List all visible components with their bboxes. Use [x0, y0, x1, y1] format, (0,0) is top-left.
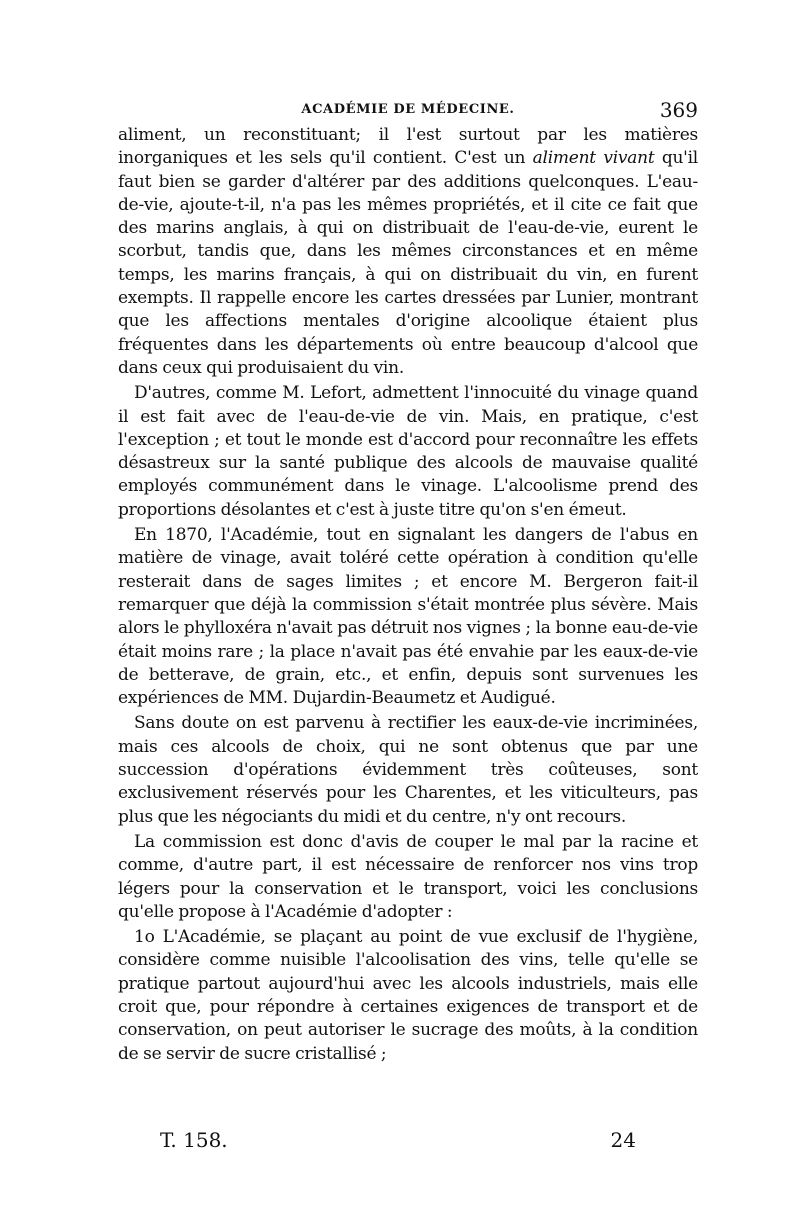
running-title: ACADÉMIE DE MÉDECINE. [301, 102, 515, 117]
paragraph-1-text-before: aliment, un reconstituant; il l'est surtout par les matières inorganiques et les sels qu'il contient. C'est un [118, 125, 698, 169]
body-text [118, 124, 698, 1066]
volume-mark: T. 158. [160, 1128, 228, 1152]
emphasis-aliment-vivant: aliment vivant [532, 148, 655, 169]
paragraph-6: 1o L'Académie, se plaçant au point de vue exclusif de l'hygiène, considère comme nuisible l'alcoolisation des vins, telle qu'elle se pratique partout aujourd'hui avec les alcools industriels, mais elle croit que, pour répondre à certaines exigences de transport et de conservation, on peut autoriser le sucrage des moûts, à la condition de se servir de sucre cristallisé ; [118, 927, 698, 1064]
footer [160, 1128, 660, 1158]
running-head [118, 96, 698, 126]
paragraph-5: La commission est donc d'avis de couper le mal par la racine et comme, d'autre part, il est nécessaire de renforcer nos vins trop légers pour la conservation et le transport, voici les conclusions qu'elle propose à l'Académie d'adopter : [118, 831, 698, 922]
paragraph-4: Sans doute on est parvenu à rectifier les eaux-de-vie incriminées, mais ces alcools de choix, qui ne sont obtenus que par une succession d'opérations évidemment très coûteuses, sont exclusivement réservés pour les Charentes, et les viticulteurs, pas plus que les négociants du midi et du centre, n'y ont recours. [118, 713, 698, 827]
paragraph-2: D'autres, comme M. Lefort, admettent l'innocuité du vinage quand il est fait avec de l'eau-de-vie de vin. Mais, en pratique, c'est l'exception ; et tout le monde est d'accord pour reconnaître les effets désastreux sur la santé publique des alcools de mauvaise qualité employés communément dans le vinage. L'alcoolisme prend des proportions désolantes et c'est à juste titre qu'on s'en émeut. [118, 383, 698, 520]
paragraph-1-text-after: qu'il faut bien se garder d'altérer par des additions quelconques. L'eau-de-vie, ajoute-t-il, n'a pas les mêmes propriétés, et il cite ce fait que des marins anglais, à qui on distribuait de l'eau-de-vie, eurent le scorbut, tandis que, dans les mêmes circonstances et en même temps, les marins français, à qui on distribuait du vin, en furent exempts. Il rappelle encore les cartes dressées par Lunier, montrant que les affections mentales d'origine alcoolique étaient plus fréquentes dans les départements où entre beaucoup d'alcool que dans ceux qui produisaient du vin. [118, 148, 698, 378]
paragraph-1 [118, 124, 698, 380]
paragraph-3: En 1870, l'Académie, tout en signalant les dangers de l'abus en matière de vinage, avait toléré cette opération à condition qu'elle resterait dans de sages limites ; et encore M. Bergeron fait-il remarquer que déjà la commission s'était montrée plus sévère. Mais alors le phylloxéra n'avait pas détruit nos vignes ; la bonne eau-de-vie était moins rare ; la place n'avait pas été envahie par les eaux-de-vie de betterave, de grain, etc., et enfin, depuis sont survenues les expériences de MM. Dujardin-Beaumetz et Audigué. [118, 525, 698, 709]
page-number: 369 [659, 98, 698, 122]
sheet-signature: 24 [610, 1128, 636, 1152]
